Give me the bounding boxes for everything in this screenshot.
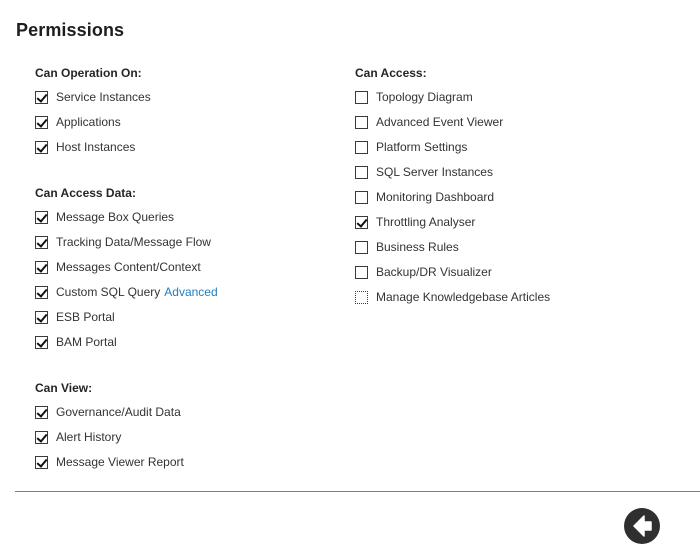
checkmark-icon [36, 261, 47, 273]
checkmark-icon [36, 141, 47, 153]
option-label: Host Instances [56, 140, 136, 154]
checkbox[interactable] [355, 216, 368, 229]
option-label: Message Box Queries [56, 210, 175, 224]
option-message-box-queries[interactable] [35, 210, 335, 235]
checkmark-icon [356, 216, 367, 228]
option-advanced-event-viewer[interactable] [355, 115, 675, 140]
checkmark-icon [36, 431, 47, 443]
group-title: Can View: [35, 381, 93, 395]
option-messages-content[interactable] [35, 260, 335, 285]
checkbox[interactable] [35, 336, 48, 349]
back-button[interactable] [624, 508, 660, 544]
checkbox[interactable] [355, 166, 368, 179]
group-title: Can Access: [355, 66, 427, 80]
checkbox[interactable] [355, 266, 368, 279]
option-label: SQL Server Instances [376, 165, 493, 179]
checkbox[interactable] [355, 291, 368, 304]
advanced-link[interactable]: Advanced [164, 285, 218, 299]
option-label: Messages Content/Context [56, 260, 201, 274]
checkmark-icon [36, 311, 47, 323]
option-label: Applications [56, 115, 121, 129]
option-label: Monitoring Dashboard [376, 190, 495, 204]
checkbox[interactable] [35, 456, 48, 469]
checkbox[interactable] [35, 91, 48, 104]
option-bam-portal[interactable] [35, 335, 335, 360]
option-label: Throttling Analyser [376, 215, 476, 229]
option-label: Tracking Data/Message Flow [56, 235, 211, 249]
option-esb-portal[interactable] [35, 310, 335, 335]
checkbox[interactable] [35, 211, 48, 224]
option-host-instances[interactable] [35, 140, 335, 165]
checkbox[interactable] [35, 261, 48, 274]
option-tracking-data[interactable] [35, 235, 335, 260]
checkbox[interactable] [35, 236, 48, 249]
footer-divider [15, 491, 700, 492]
checkmark-icon [36, 236, 47, 248]
option-label: Platform Settings [376, 140, 468, 154]
group-can-view [35, 380, 335, 480]
group-title: Can Operation On: [35, 66, 142, 80]
checkbox[interactable] [35, 116, 48, 129]
option-platform-settings[interactable] [355, 140, 675, 165]
option-backup-dr-visualizer[interactable] [355, 265, 675, 290]
option-label: Manage Knowledgebase Articles [376, 290, 551, 304]
option-topology-diagram[interactable] [355, 90, 675, 115]
permissions-right-column [355, 64, 675, 335]
page-title: Permissions [16, 20, 125, 40]
checkbox[interactable] [35, 311, 48, 324]
option-label: Advanced Event Viewer [376, 115, 504, 129]
option-service-instances[interactable] [35, 90, 335, 115]
checkmark-icon [36, 116, 47, 128]
checkbox[interactable] [355, 141, 368, 154]
option-custom-sql-query[interactable] [35, 285, 335, 310]
group-can-access-data [35, 185, 335, 360]
option-business-rules[interactable] [355, 240, 675, 265]
checkbox[interactable] [35, 141, 48, 154]
option-throttling-analyser[interactable] [355, 215, 675, 240]
option-label: Governance/Audit Data [56, 405, 181, 419]
checkmark-icon [36, 456, 47, 468]
checkbox[interactable] [35, 406, 48, 419]
group-can-operation-on [35, 65, 335, 165]
checkbox[interactable] [35, 286, 48, 299]
option-label: ESB Portal [56, 310, 115, 324]
option-label: Alert History [56, 430, 122, 444]
option-manage-knowledgebase-articles[interactable] [355, 290, 675, 315]
checkbox[interactable] [355, 241, 368, 254]
arrow-left-circle-icon [624, 508, 660, 544]
option-monitoring-dashboard[interactable] [355, 190, 675, 215]
checkmark-icon [36, 91, 47, 103]
checkmark-icon [36, 336, 47, 348]
checkmark-icon [36, 406, 47, 418]
option-label: Backup/DR Visualizer [376, 265, 492, 279]
option-applications[interactable] [35, 115, 335, 140]
checkmark-icon [36, 211, 47, 223]
option-alert-history[interactable] [35, 430, 335, 455]
checkbox[interactable] [355, 116, 368, 129]
group-title: Can Access Data: [35, 186, 136, 200]
option-sql-server-instances[interactable] [355, 165, 675, 190]
group-can-access [355, 65, 675, 315]
option-label: BAM Portal [56, 335, 117, 349]
option-label: Service Instances [56, 90, 151, 104]
option-label: Business Rules [376, 240, 459, 254]
checkbox[interactable] [355, 91, 368, 104]
option-label: Custom SQL Query [56, 285, 161, 299]
checkbox[interactable] [355, 191, 368, 204]
checkbox[interactable] [35, 431, 48, 444]
option-governance-audit-data[interactable] [35, 405, 335, 430]
option-label: Topology Diagram [376, 90, 473, 104]
option-label: Message Viewer Report [56, 455, 184, 469]
permissions-left-column [35, 64, 335, 500]
checkmark-icon [36, 286, 47, 298]
option-message-viewer-report[interactable] [35, 455, 335, 480]
